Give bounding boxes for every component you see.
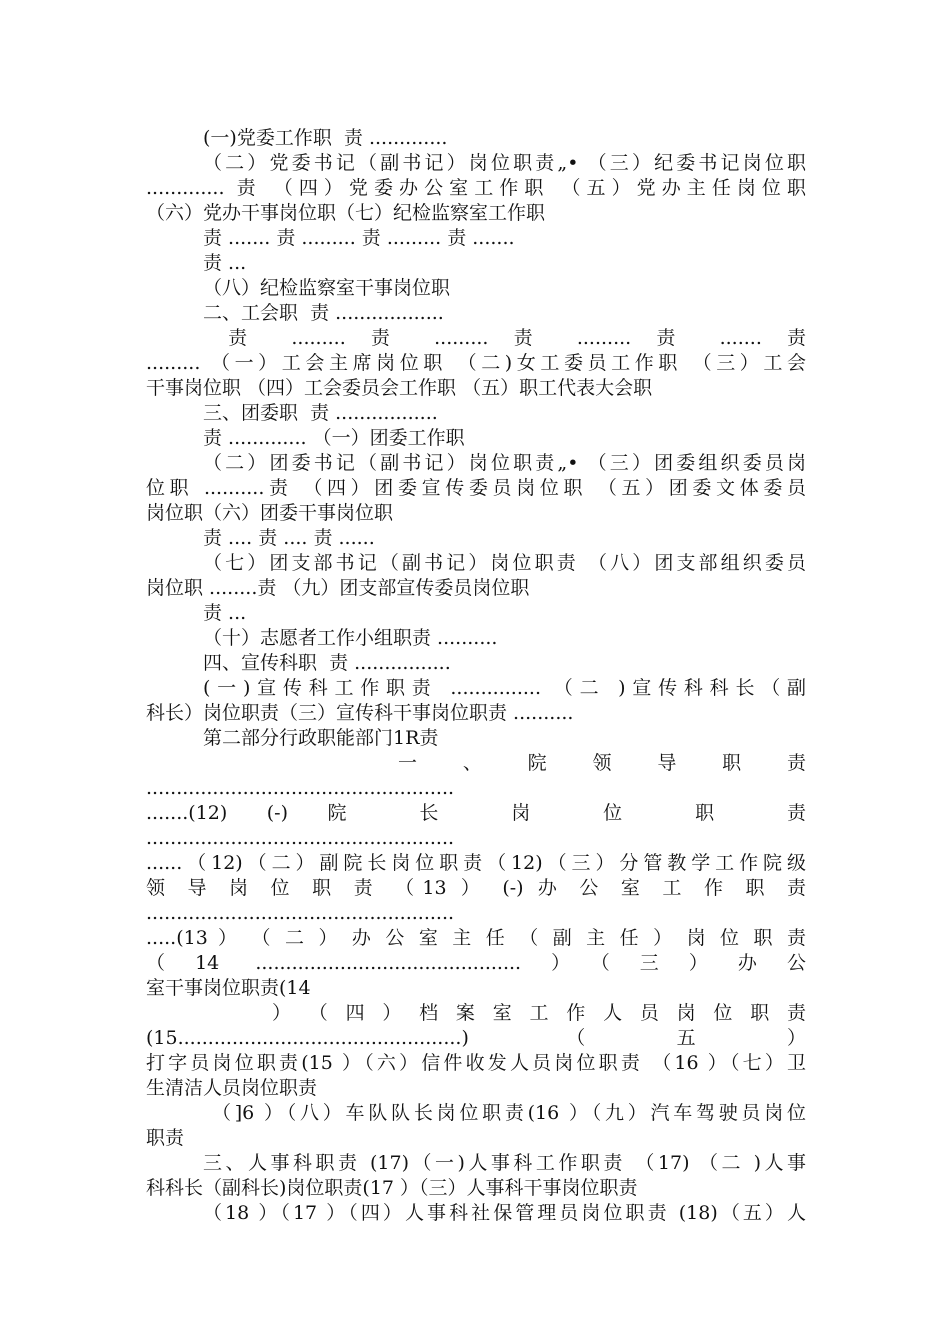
toc-line: （二）团委书记（副书记）岗位职责„• （三）团委组织委员岗 (203, 452, 806, 474)
toc-line: .....(13 ） （ 二 ） 办 公 室 主 任 （ 副 主 任 ） 岗 位 职 责 (146, 927, 806, 949)
toc-leader: ................................................... (146, 827, 455, 849)
toc-line: 一 、 院 领 导 职 责 (398, 752, 806, 774)
toc-line: 岗位职（六）团委干事岗位职 (146, 502, 394, 524)
toc-line: （七）团支部书记（副书记）岗位职责 （八）团支部组织委员 (203, 552, 806, 574)
toc-line: 干事岗位职 （四）工会委员会工作职 （五）职工代表大会职 (146, 377, 653, 399)
toc-line: （十）志愿者工作小组职责 .......... (203, 627, 498, 649)
toc-line: （18 ）（17 ）（四）人事科社保管理员岗位职责 (18)（五）人 (203, 1202, 806, 1224)
toc-line: （14 ............................................）（三）办公 (146, 952, 806, 974)
toc-line: ......（12)（二）副院长岗位职责（12)（三）分管教学工作院级 (146, 852, 806, 874)
toc-line: 室干事岗位职责(14 (146, 977, 311, 999)
section-heading: 第二部分行政职能部门1R责 (203, 727, 439, 749)
toc-line: 责 .... 责 .... 责 ...... (203, 527, 375, 549)
toc-line: ......... （一）工会主席岗位职 （二)女工委员工作职 （三）工会 (146, 352, 806, 374)
toc-line: 责 ... (203, 602, 247, 624)
toc-leader: ................................................... (146, 777, 455, 799)
toc-line: 职责 (146, 1127, 185, 1149)
toc-line: 科科长（副科长)岗位职责(17 ）（三）人事科干事岗位职责 (146, 1177, 638, 1199)
toc-leader: ................................................... (146, 902, 455, 924)
toc-line: 三、团委职 责 ................. (203, 402, 438, 424)
toc-line: （]6 ）（八）车队队长岗位职责(16 ）（九）汽车驾驶员岗位 (212, 1102, 806, 1124)
toc-line: (一)宣传科工作职责 ............... （二 )宣传科科长（副 (203, 677, 806, 699)
toc-line: 三、人事科职责 (17)（一)人事科工作职责 （17) （二 )人事 (203, 1152, 806, 1174)
toc-line: 责 ......... 责 ......... 责 ......... 责 ....... 责 (203, 327, 806, 349)
toc-line: ） （ 四 ） 档 案 室 工 作 人 员 岗 位 职 责 (272, 1002, 806, 1024)
toc-line: 二、工会职 责 .................. (203, 302, 444, 324)
toc-line: 责 ............. （一）团委工作职 (203, 427, 465, 449)
toc-line: (15...............................................) （五） (146, 1027, 806, 1049)
toc-line: （八）纪检监察室干事岗位职 (203, 277, 451, 299)
toc-line: 责 ... (203, 252, 247, 274)
toc-line: ............. 责 （四）党委办公室工作职 （五）党办主任岗位职 (146, 177, 806, 199)
toc-line: (一)党委工作职 责 ............. (203, 127, 448, 149)
toc-line: 岗位职 ........责 （九）团支部宣传委员岗位职 (146, 577, 530, 599)
toc-line: 位职 ..........责 （四）团委宣传委员岗位职 （五）团委文体委员 (146, 477, 806, 499)
toc-line: 科长）岗位职责（三）宣传科干事岗位职责 .......... (146, 702, 574, 724)
toc-line: 领 导 岗 位 职 责 （13 ） (-) 办 公 室 工 作 职 责 (146, 877, 806, 899)
toc-line: .......(12) (-) 院 长 岗 位 职 责 (146, 802, 806, 824)
toc-line: （二）党委书记（副书记）岗位职责„• （三）纪委书记岗位职 (203, 152, 806, 174)
toc-line: （六）党办干事岗位职（七）纪检监察室工作职 (146, 202, 546, 224)
toc-line: 打字员岗位职责(15 ）（六）信件收发人员岗位职责 （16 ）（七）卫 (146, 1052, 806, 1074)
toc-line: 生清洁人员岗位职责 (146, 1077, 318, 1099)
toc-line: 四、宣传科职 责 ................ (203, 652, 451, 674)
toc-line: 责 ....... 责 ......... 责 ......... 责 ....... (203, 227, 515, 249)
